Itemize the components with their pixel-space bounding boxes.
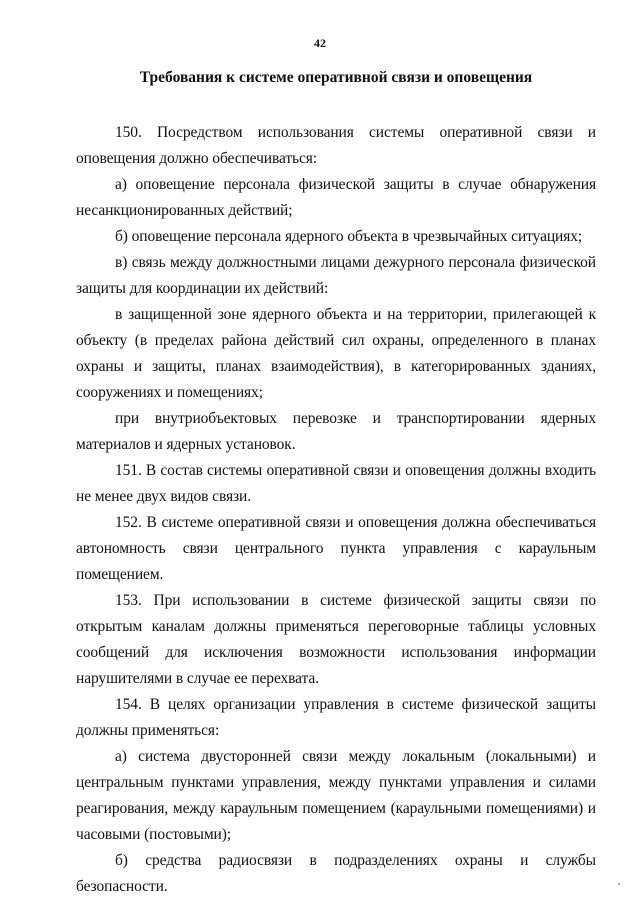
paragraph-150-v-transport: при внутриобъектовых перевозке и транспортировании ядерных материалов и ядерных установок. xyxy=(76,410,596,453)
paragraph-150-a: а) оповещение персонала физической защиты в случае обнаружения несанкционированных действий; xyxy=(76,176,596,219)
document-body xyxy=(76,120,596,900)
scan-speck xyxy=(618,883,620,885)
paragraph-151: 151. В состав системы оперативной связи и оповещения должны входить не менее двух видов связи. xyxy=(76,462,596,505)
paragraph-150-v: в) связь между должностными лицами дежурного персонала физической защиты для координации их действий: xyxy=(76,254,596,297)
paragraph-154-a: а) система двусторонней связи между локальным (локальными) и центральным пунктами управления, между пунктами управления и силами реагирования, между караульным помещением (караульными помещениями) и часовыми (постовыми); xyxy=(76,748,596,843)
paragraph-154: 154. В целях организации управления в системе физической защиты должны применяться: xyxy=(76,696,596,739)
paragraph-153: 153. При использовании в системе физической защиты связи по открытым каналам должны применяться переговорные таблицы условных сообщений для исключения возможности использования информации нарушителями в случае ее перехвата. xyxy=(76,592,596,687)
paragraph-152: 152. В системе оперативной связи и оповещения должна обеспечиваться автономность связи центрального пункта управления с караульным помещением. xyxy=(76,514,596,583)
paragraph-150: 150. Посредством использования системы оперативной связи и оповещения должно обеспечиваться: xyxy=(76,124,596,167)
page-number: 42 xyxy=(314,36,326,50)
paragraph-150-b: б) оповещение персонала ядерного объекта в чрезвычайных ситуациях; xyxy=(115,228,583,245)
paragraph-150-v-zone: в защищенной зоне ядерного объекта и на территории, прилегающей к объекту (в пределах района действий сил охраны, определенного в планах охраны и защиты, планах взаимодействия), в категорированных зданиях, сооружениях и помещениях; xyxy=(76,306,596,401)
paragraph-154-b: б) средства радиосвязи в подразделениях охраны и службы безопасности. xyxy=(76,852,596,895)
section-heading: Требования к системе оперативной связи и оповещения xyxy=(139,69,533,86)
